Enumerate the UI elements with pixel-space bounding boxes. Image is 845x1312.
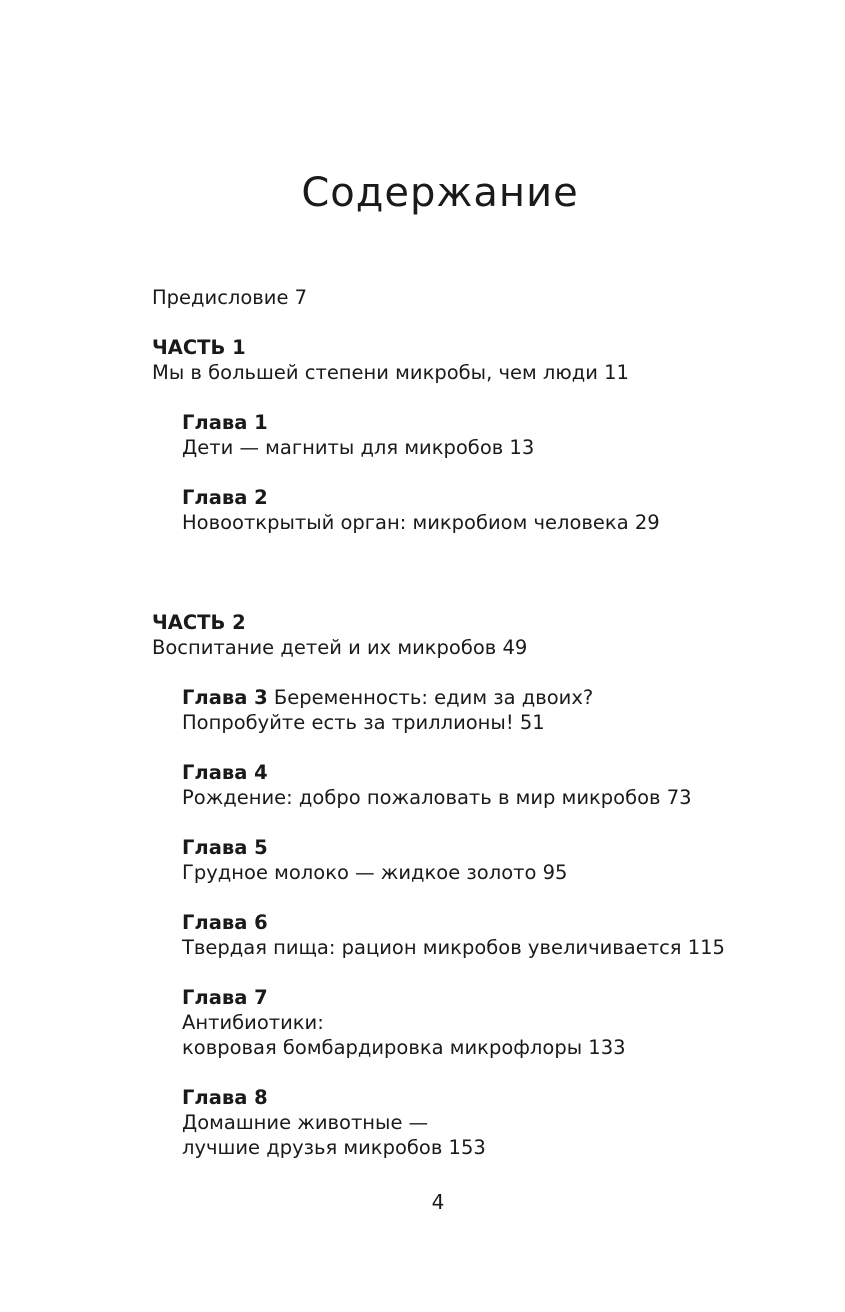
part2-title: Воспитание детей и их микробов 49 — [152, 636, 528, 659]
chapter7-title-line2: ковровая бомбардировка микрофлоры 133 — [182, 1036, 626, 1059]
chapter3-heading — [182, 685, 593, 710]
chapter2-title: Новооткрытый орган: микробиом человека 29 — [182, 511, 660, 534]
part2-label: ЧАСТЬ 2 — [152, 611, 246, 634]
preface-entry: Предисловие 7 — [152, 286, 308, 309]
chapter6-label: Глава 6 — [182, 911, 268, 934]
chapter4-title: Рождение: добро пожаловать в мир микробов 73 — [182, 786, 692, 809]
chapter8-title-line1: Домашние животные — — [182, 1111, 429, 1134]
chapter1-label: Глава 1 — [182, 411, 268, 434]
chapter3-title-line2: Попробуйте есть за триллионы! 51 — [182, 711, 545, 734]
part1-label: ЧАСТЬ 1 — [152, 336, 246, 359]
chapter6-title: Твердая пища: рацион микробов увеличивается 115 — [182, 936, 725, 959]
chapter5-title: Грудное молоко — жидкое золото 95 — [182, 861, 568, 884]
chapter8-label: Глава 8 — [182, 1086, 268, 1109]
chapter3-title-line1: Беременность: едим за двоих? — [267, 686, 594, 709]
chapter7-title-line1: Антибиотики: — [182, 1011, 324, 1034]
page-number: 4 — [431, 1190, 445, 1214]
chapter7-label: Глава 7 — [182, 986, 268, 1009]
part1-title: Мы в большей степени микробы, чем люди 11 — [152, 361, 629, 384]
chapter2-label: Глава 2 — [182, 486, 268, 509]
chapter4-label: Глава 4 — [182, 761, 268, 784]
chapter5-label: Глава 5 — [182, 836, 268, 859]
chapter1-title: Дети — магниты для микробов 13 — [182, 436, 535, 459]
chapter3-label: Глава 3 — [182, 686, 268, 709]
page-title: Содержание — [301, 170, 579, 216]
chapter8-title-line2: лучшие друзья микробов 153 — [182, 1136, 486, 1159]
